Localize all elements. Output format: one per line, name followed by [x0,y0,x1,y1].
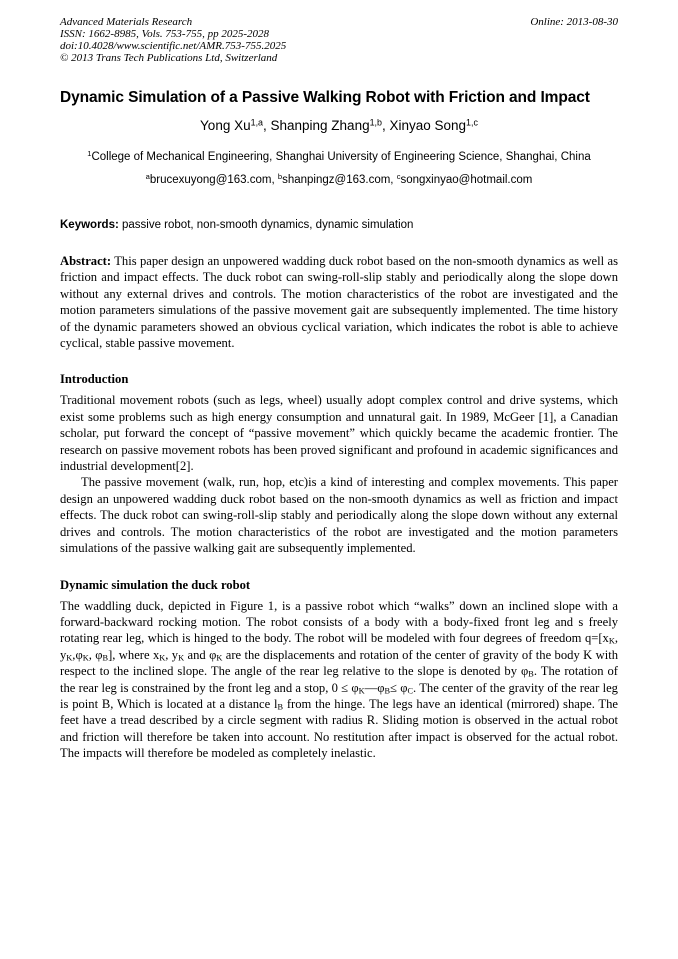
online-date: Online: 2013-08-30 [530,16,618,28]
text-run: ≤ φ [390,680,408,695]
text-run-sub: K [66,653,73,663]
text-run: shanpingz@163.com, [282,174,397,186]
text-run: The passive movement (walk, run, hop, etc)is a kind of interesting and complex movements. This paper design an unpowered wadding duck robot based on the non-smooth dynamics as well as friction and impact effects. The duck robot can swing-roll-slip stably and periodically along the slope down without any external drives and controls. The motion characteristics of the robot are investigated and the motion parameters simulations of the passive walking gait are subsequently implemented. [60,475,618,556]
text-run-sup: 1,a [250,117,263,128]
text-run: , y [165,647,179,662]
section-heading: Introduction [60,372,129,387]
text-run: ], where x [108,647,160,662]
keywords-line [60,218,618,232]
emails-line [60,173,618,187]
text-run: are the displacements and rotation of the center of gravity of the body K with respect to the inclined slope. The angle of the rear leg relative to the slope is denoted by φ [60,647,619,679]
text-run-sup: 1 [87,149,92,159]
text-run: . The rotation of the rear leg is constrained by the front leg and a stop, 0 ≤ φ [60,664,618,695]
text-run-sub: K [216,653,223,663]
text-run: College of Mechanical Engineering, Shanghai University of Engineering Science, Shanghai, China [91,151,591,163]
paragraph [60,474,618,556]
abstract-paragraph [60,253,618,351]
text-run-sub: K [82,653,89,663]
text-run: passive robot, non-smooth dynamics, dynamic simulation [118,219,414,231]
journal-doi: doi:10.4028/www.scientific.net/AMR.753-755.2025 [60,40,287,52]
text-run: —φ [364,680,385,695]
paragraph [60,392,618,474]
text-run: . The center of the gravity of the rear leg is point B, Which is located at a distance l [60,680,618,711]
text-run-sub: K [159,653,166,663]
text-run-sub: K [178,653,185,663]
journal-info [60,16,286,64]
article-content [60,371,618,761]
text-run-bold: Abstract: [60,254,112,268]
text-run-sub: B [277,702,284,712]
text-run: ,φ [72,647,83,662]
text-run: Traditional movement robots (such as legs, wheel) usually adopt complex control and drive systems, which exist some problems such as high energy consumption and unnatural gait. In 1989, McGeer [1], a Canadian scholar, put forward the concept of “passive movement” which quickly became the academic frontier. The research on passive movement robots has been proved significant and profound in academic significances and industrial development[2]. [60,393,618,474]
text-run-sup: 1,c [466,117,478,128]
text-run: This paper design an unpowered wadding duck robot based on the non-smooth dynamics as well as friction and impact effects. The duck robot can swing-roll-slip stably and periodically along the slope down without any external drives and controls. The motion characteristics of the robot are investigated and the motion parameters simulations of the passive movement gait are subsequently implemented. The time history of the dynamic parameters showed an obvious cyclical variation, which indicates the robot is able to achieve cyclical, stable passive movement. [60,254,618,351]
text-run-sub: K [608,636,615,646]
text-run: from the hinge. The legs have an identical (mirrored) shape. The feet have a tread described by a circle segment with radius R. Sliding motion is observed in the actual robot and friction will therefore be taken into account. No restitution after impact is observed for the actual robot. The impacts will therefore be modeled as completely inelastic. [60,696,619,761]
text-run: The waddling duck, depicted in Figure 1, is a passive robot which “walks” down an inclined slope with a forward-backward rocking motion. The robot consists of a body with a body-fixed front leg and s freely rotating rear leg, which is hinged to the body. The robot will be modeled with four degrees of freedom q=[x [60,598,618,646]
journal-name: Advanced Materials Research [60,16,193,28]
text-run-sup: c [396,172,401,182]
text-run-sup: 1,b [369,117,382,128]
paragraph [60,598,618,762]
text-run: , Xinyao Song [381,118,467,133]
text-run: brucexuyong@163.com, [149,174,278,186]
text-run-sub: B [384,686,391,696]
text-run-sup: a [145,172,150,182]
text-run: songxinyao@hotmail.com [400,174,533,186]
text-run: , Shanping Zhang [263,118,370,133]
text-run-sub: C [407,686,414,696]
text-run-sub: B [102,653,109,663]
text-run-sub: K [358,686,365,696]
journal-copyright: © 2013 Trans Tech Publications Ltd, Switzerland [60,52,278,64]
journal-issn: ISSN: 1662-8985, Vols. 753-755, pp 2025-2028 [60,28,269,40]
section-heading: Dynamic simulation the duck robot [60,577,251,592]
text-run: Yong Xu [200,118,251,133]
text-run: and φ [184,647,217,662]
authors-line [60,117,618,135]
text-run: , y [60,631,618,662]
text-run: , φ [88,647,103,662]
text-run-sup: b [277,172,283,182]
paper-title: Dynamic Simulation of a Passive Walking Robot with Friction and Impact [60,89,590,106]
text-run-sub: B [528,669,534,679]
affiliation-line [60,150,618,164]
journal-header [60,16,618,64]
text-run-bold: Keywords: [60,219,119,231]
